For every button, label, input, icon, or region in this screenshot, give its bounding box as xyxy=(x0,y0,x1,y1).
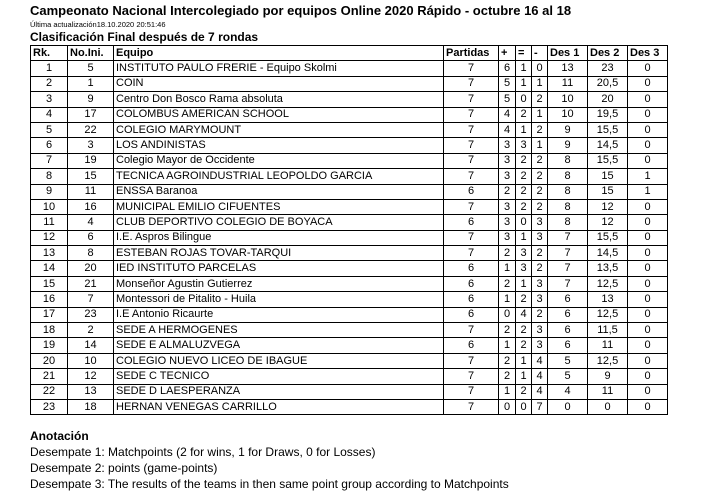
games-cell: 6 xyxy=(444,338,499,353)
tiebreak2-cell: 11 xyxy=(588,384,628,399)
start-number-cell: 9 xyxy=(68,92,114,107)
team-name-cell: SEDE C TECNICO xyxy=(114,369,444,384)
games-cell: 7 xyxy=(444,122,499,137)
table-row xyxy=(31,399,668,414)
draws-cell: 1 xyxy=(516,61,532,76)
draws-cell: 2 xyxy=(516,199,532,214)
games-cell: 7 xyxy=(444,353,499,368)
tiebreak3-cell: 0 xyxy=(628,230,668,245)
tiebreak1-cell: 8 xyxy=(548,169,588,184)
games-cell: 7 xyxy=(444,169,499,184)
wins-cell: 3 xyxy=(499,199,516,214)
table-row xyxy=(31,107,668,122)
col-tiebreak2-header: Des 2 xyxy=(588,46,628,61)
tiebreak1-cell: 11 xyxy=(548,76,588,91)
losses-cell: 2 xyxy=(532,307,548,322)
draws-cell: 1 xyxy=(516,353,532,368)
rank-cell: 11 xyxy=(31,215,68,230)
table-row xyxy=(31,92,668,107)
tiebreak1-cell: 7 xyxy=(548,261,588,276)
rank-cell: 14 xyxy=(31,261,68,276)
table-row xyxy=(31,138,668,153)
draws-cell: 1 xyxy=(516,76,532,91)
start-number-cell: 10 xyxy=(68,353,114,368)
start-number-cell: 22 xyxy=(68,122,114,137)
tiebreak2-cell: 12,5 xyxy=(588,276,628,291)
table-row xyxy=(31,122,668,137)
games-cell: 6 xyxy=(444,292,499,307)
table-row xyxy=(31,353,668,368)
table-row xyxy=(31,307,668,322)
wins-cell: 1 xyxy=(499,338,516,353)
start-number-cell: 3 xyxy=(68,138,114,153)
tiebreak3-cell: 0 xyxy=(628,199,668,214)
team-name-cell: SEDE E ALMALUZVEGA xyxy=(114,338,444,353)
start-number-cell: 18 xyxy=(68,399,114,414)
tiebreak2-cell: 11 xyxy=(588,338,628,353)
tiebreak1-cell: 7 xyxy=(548,276,588,291)
start-number-cell: 14 xyxy=(68,338,114,353)
rank-cell: 15 xyxy=(31,276,68,291)
wins-cell: 2 xyxy=(499,276,516,291)
tiebreak1-cell: 10 xyxy=(548,107,588,122)
start-number-cell: 15 xyxy=(68,169,114,184)
team-name-cell: ESTEBAN ROJAS TOVAR-TARQUI xyxy=(114,246,444,261)
draws-cell: 2 xyxy=(516,384,532,399)
tiebreak3-cell: 0 xyxy=(628,138,668,153)
losses-cell: 2 xyxy=(532,184,548,199)
tiebreak2-cell: 12 xyxy=(588,215,628,230)
start-number-cell: 7 xyxy=(68,292,114,307)
start-number-cell: 20 xyxy=(68,261,114,276)
table-row xyxy=(31,169,668,184)
rank-cell: 12 xyxy=(31,230,68,245)
start-number-cell: 23 xyxy=(68,307,114,322)
start-number-cell: 1 xyxy=(68,76,114,91)
team-name-cell: LOS ANDINISTAS xyxy=(114,138,444,153)
losses-cell: 2 xyxy=(532,92,548,107)
tiebreak1-cell: 8 xyxy=(548,153,588,168)
tiebreak-note-3: Desempate 3: The results of the teams in then same point group according to Matchpoints xyxy=(30,477,509,491)
tiebreak3-cell: 0 xyxy=(628,399,668,414)
col-games-header: Partidas xyxy=(444,46,499,61)
losses-cell: 1 xyxy=(532,107,548,122)
team-name-cell: Centro Don Bosco Rama absoluta xyxy=(114,92,444,107)
losses-cell: 3 xyxy=(532,323,548,338)
team-name-cell: IED INSTITUTO PARCELAS xyxy=(114,261,444,276)
games-cell: 6 xyxy=(444,215,499,230)
losses-cell: 0 xyxy=(532,61,548,76)
games-cell: 7 xyxy=(444,246,499,261)
wins-cell: 6 xyxy=(499,61,516,76)
rank-cell: 7 xyxy=(31,153,68,168)
team-name-cell: COLEGIO MARYMOUNT xyxy=(114,122,444,137)
tiebreak2-cell: 15,5 xyxy=(588,122,628,137)
rank-cell: 17 xyxy=(31,307,68,322)
tiebreak3-cell: 0 xyxy=(628,276,668,291)
games-cell: 7 xyxy=(444,323,499,338)
tiebreak3-cell: 0 xyxy=(628,384,668,399)
tiebreak1-cell: 13 xyxy=(548,61,588,76)
games-cell: 7 xyxy=(444,230,499,245)
games-cell: 7 xyxy=(444,61,499,76)
draws-cell: 2 xyxy=(516,292,532,307)
col-losses-header: - xyxy=(532,46,548,61)
tiebreak3-cell: 0 xyxy=(628,338,668,353)
tiebreak3-cell: 0 xyxy=(628,261,668,276)
tiebreak2-cell: 20 xyxy=(588,92,628,107)
standings-subtitle: Clasificación Final después de 7 rondas xyxy=(30,30,259,44)
tiebreak2-cell: 15,5 xyxy=(588,153,628,168)
games-cell: 6 xyxy=(444,184,499,199)
games-cell: 7 xyxy=(444,153,499,168)
standings-table xyxy=(30,45,668,415)
tiebreak3-cell: 0 xyxy=(628,369,668,384)
table-row xyxy=(31,323,668,338)
games-cell: 7 xyxy=(444,92,499,107)
table-row xyxy=(31,369,668,384)
draws-cell: 1 xyxy=(516,122,532,137)
tiebreak1-cell: 6 xyxy=(548,338,588,353)
games-cell: 7 xyxy=(444,138,499,153)
tiebreak3-cell: 0 xyxy=(628,92,668,107)
tiebreak1-cell: 9 xyxy=(548,138,588,153)
wins-cell: 0 xyxy=(499,399,516,414)
tiebreak2-cell: 15,5 xyxy=(588,230,628,245)
draws-cell: 4 xyxy=(516,307,532,322)
draws-cell: 2 xyxy=(516,153,532,168)
team-name-cell: Monseñor Agustin Gutierrez xyxy=(114,276,444,291)
start-number-cell: 6 xyxy=(68,230,114,245)
wins-cell: 3 xyxy=(499,138,516,153)
start-number-cell: 19 xyxy=(68,153,114,168)
notes-heading: Anotación xyxy=(30,429,89,443)
games-cell: 6 xyxy=(444,261,499,276)
team-name-cell: CLUB DEPORTIVO COLEGIO DE BOYACA xyxy=(114,215,444,230)
tiebreak2-cell: 11,5 xyxy=(588,323,628,338)
tiebreak3-cell: 0 xyxy=(628,323,668,338)
wins-cell: 1 xyxy=(499,384,516,399)
rank-cell: 1 xyxy=(31,61,68,76)
rank-cell: 20 xyxy=(31,353,68,368)
col-start-number-header: No.Ini. xyxy=(68,46,114,61)
team-name-cell: COLOMBUS AMERICAN SCHOOL xyxy=(114,107,444,122)
tiebreak3-cell: 0 xyxy=(628,292,668,307)
start-number-cell: 5 xyxy=(68,61,114,76)
losses-cell: 3 xyxy=(532,338,548,353)
wins-cell: 2 xyxy=(499,353,516,368)
table-row xyxy=(31,261,668,276)
losses-cell: 3 xyxy=(532,215,548,230)
team-name-cell: Colegio Mayor de Occidente xyxy=(114,153,444,168)
team-name-cell: HERNAN VENEGAS CARRILLO xyxy=(114,399,444,414)
wins-cell: 5 xyxy=(499,92,516,107)
games-cell: 7 xyxy=(444,107,499,122)
tiebreak1-cell: 7 xyxy=(548,230,588,245)
tiebreak1-cell: 8 xyxy=(548,199,588,214)
tiebreak1-cell: 6 xyxy=(548,307,588,322)
tiebreak3-cell: 1 xyxy=(628,184,668,199)
losses-cell: 2 xyxy=(532,169,548,184)
team-name-cell: TECNICA AGROINDUSTRIAL LEOPOLDO GARCIA xyxy=(114,169,444,184)
table-row xyxy=(31,215,668,230)
wins-cell: 2 xyxy=(499,323,516,338)
table-row xyxy=(31,61,668,76)
rank-cell: 19 xyxy=(31,338,68,353)
tiebreak3-cell: 0 xyxy=(628,215,668,230)
losses-cell: 3 xyxy=(532,276,548,291)
team-name-cell: I.E Antonio Ricaurte xyxy=(114,307,444,322)
tiebreak2-cell: 12,5 xyxy=(588,353,628,368)
wins-cell: 3 xyxy=(499,169,516,184)
wins-cell: 1 xyxy=(499,292,516,307)
games-cell: 7 xyxy=(444,399,499,414)
tiebreak2-cell: 12 xyxy=(588,199,628,214)
tiebreak1-cell: 6 xyxy=(548,323,588,338)
tiebreak3-cell: 1 xyxy=(628,169,668,184)
start-number-cell: 4 xyxy=(68,215,114,230)
draws-cell: 2 xyxy=(516,169,532,184)
tiebreak1-cell: 4 xyxy=(548,384,588,399)
team-name-cell: I.E. Aspros Bilingue xyxy=(114,230,444,245)
rank-cell: 16 xyxy=(31,292,68,307)
draws-cell: 0 xyxy=(516,399,532,414)
draws-cell: 2 xyxy=(516,338,532,353)
tiebreak2-cell: 9 xyxy=(588,369,628,384)
table-row xyxy=(31,76,668,91)
standings-body xyxy=(31,61,668,415)
games-cell: 7 xyxy=(444,369,499,384)
team-name-cell: SEDE D LAESPERANZA xyxy=(114,384,444,399)
draws-cell: 0 xyxy=(516,215,532,230)
draws-cell: 2 xyxy=(516,107,532,122)
start-number-cell: 2 xyxy=(68,323,114,338)
tiebreak1-cell: 10 xyxy=(548,92,588,107)
tiebreak3-cell: 0 xyxy=(628,307,668,322)
wins-cell: 2 xyxy=(499,246,516,261)
start-number-cell: 11 xyxy=(68,184,114,199)
tiebreak2-cell: 19,5 xyxy=(588,107,628,122)
wins-cell: 0 xyxy=(499,307,516,322)
tiebreak2-cell: 14,5 xyxy=(588,138,628,153)
start-number-cell: 16 xyxy=(68,199,114,214)
rank-cell: 21 xyxy=(31,369,68,384)
table-row xyxy=(31,246,668,261)
losses-cell: 1 xyxy=(532,76,548,91)
losses-cell: 2 xyxy=(532,122,548,137)
team-name-cell: SEDE A HERMOGENES xyxy=(114,323,444,338)
tiebreak1-cell: 6 xyxy=(548,292,588,307)
losses-cell: 2 xyxy=(532,199,548,214)
team-name-cell: COIN xyxy=(114,76,444,91)
team-name-cell: Montessori de Pitalito - Huila xyxy=(114,292,444,307)
draws-cell: 2 xyxy=(516,184,532,199)
tiebreak1-cell: 8 xyxy=(548,184,588,199)
tiebreak2-cell: 13 xyxy=(588,292,628,307)
rank-cell: 4 xyxy=(31,107,68,122)
draws-cell: 3 xyxy=(516,246,532,261)
losses-cell: 3 xyxy=(532,230,548,245)
rank-cell: 2 xyxy=(31,76,68,91)
team-name-cell: INSTITUTO PAULO FRERIE - Equipo Skolmi xyxy=(114,61,444,76)
tiebreak2-cell: 15 xyxy=(588,184,628,199)
wins-cell: 3 xyxy=(499,153,516,168)
draws-cell: 1 xyxy=(516,276,532,291)
tiebreak2-cell: 14,5 xyxy=(588,246,628,261)
tiebreak3-cell: 0 xyxy=(628,76,668,91)
col-team-header: Equipo xyxy=(114,46,444,61)
rank-cell: 3 xyxy=(31,92,68,107)
tiebreak2-cell: 0 xyxy=(588,399,628,414)
table-row xyxy=(31,153,668,168)
team-name-cell: COLEGIO NUEVO LICEO DE IBAGUE xyxy=(114,353,444,368)
team-name-cell: ENSSA Baranoa xyxy=(114,184,444,199)
draws-cell: 1 xyxy=(516,230,532,245)
tiebreak3-cell: 0 xyxy=(628,61,668,76)
col-draws-header: = xyxy=(516,46,532,61)
start-number-cell: 17 xyxy=(68,107,114,122)
wins-cell: 4 xyxy=(499,107,516,122)
draws-cell: 0 xyxy=(516,92,532,107)
start-number-cell: 13 xyxy=(68,384,114,399)
rank-cell: 13 xyxy=(31,246,68,261)
rank-cell: 5 xyxy=(31,122,68,137)
losses-cell: 3 xyxy=(532,292,548,307)
start-number-cell: 12 xyxy=(68,369,114,384)
tiebreak2-cell: 13,5 xyxy=(588,261,628,276)
draws-cell: 3 xyxy=(516,138,532,153)
games-cell: 6 xyxy=(444,276,499,291)
losses-cell: 2 xyxy=(532,246,548,261)
tiebreak1-cell: 0 xyxy=(548,399,588,414)
tiebreak1-cell: 7 xyxy=(548,246,588,261)
table-row xyxy=(31,384,668,399)
wins-cell: 2 xyxy=(499,369,516,384)
tiebreak1-cell: 9 xyxy=(548,122,588,137)
start-number-cell: 8 xyxy=(68,246,114,261)
losses-cell: 1 xyxy=(532,138,548,153)
wins-cell: 5 xyxy=(499,76,516,91)
tiebreak2-cell: 23 xyxy=(588,61,628,76)
losses-cell: 4 xyxy=(532,353,548,368)
tiebreak2-cell: 15 xyxy=(588,169,628,184)
col-wins-header: + xyxy=(499,46,516,61)
tiebreak1-cell: 5 xyxy=(548,369,588,384)
games-cell: 7 xyxy=(444,384,499,399)
rank-cell: 9 xyxy=(31,184,68,199)
rank-cell: 6 xyxy=(31,138,68,153)
losses-cell: 7 xyxy=(532,399,548,414)
table-row xyxy=(31,230,668,245)
games-cell: 6 xyxy=(444,307,499,322)
last-updated: Última actualización18.10.2020 20:51:46 xyxy=(30,20,166,29)
losses-cell: 4 xyxy=(532,384,548,399)
header-row xyxy=(31,46,668,61)
tiebreak-note-1: Desempate 1: Matchpoints (2 for wins, 1 for Draws, 0 for Losses) xyxy=(30,445,376,459)
losses-cell: 2 xyxy=(532,153,548,168)
col-tiebreak3-header: Des 3 xyxy=(628,46,668,61)
page-title: Campeonato Nacional Intercolegiado por equipos Online 2020 Rápido - octubre 16 al 18 xyxy=(30,3,572,18)
wins-cell: 3 xyxy=(499,215,516,230)
tiebreak1-cell: 5 xyxy=(548,353,588,368)
wins-cell: 3 xyxy=(499,230,516,245)
tiebreak2-cell: 20,5 xyxy=(588,76,628,91)
tiebreak-note-2: Desempate 2: points (game-points) xyxy=(30,461,218,475)
tiebreak3-cell: 0 xyxy=(628,153,668,168)
games-cell: 7 xyxy=(444,199,499,214)
rank-cell: 23 xyxy=(31,399,68,414)
table-row xyxy=(31,276,668,291)
notes-section xyxy=(30,428,509,492)
rank-cell: 10 xyxy=(31,199,68,214)
tiebreak3-cell: 0 xyxy=(628,122,668,137)
losses-cell: 2 xyxy=(532,261,548,276)
tiebreak3-cell: 0 xyxy=(628,353,668,368)
draws-cell: 2 xyxy=(516,323,532,338)
tiebreak1-cell: 8 xyxy=(548,215,588,230)
games-cell: 7 xyxy=(444,76,499,91)
draws-cell: 1 xyxy=(516,369,532,384)
tiebreak3-cell: 0 xyxy=(628,107,668,122)
wins-cell: 2 xyxy=(499,184,516,199)
wins-cell: 1 xyxy=(499,261,516,276)
table-row xyxy=(31,199,668,214)
table-row xyxy=(31,184,668,199)
wins-cell: 4 xyxy=(499,122,516,137)
table-row xyxy=(31,338,668,353)
draws-cell: 3 xyxy=(516,261,532,276)
col-rank-header: Rk. xyxy=(31,46,68,61)
rank-cell: 22 xyxy=(31,384,68,399)
tiebreak2-cell: 12,5 xyxy=(588,307,628,322)
team-name-cell: MUNICIPAL EMILIO CIFUENTES xyxy=(114,199,444,214)
start-number-cell: 21 xyxy=(68,276,114,291)
losses-cell: 4 xyxy=(532,369,548,384)
tiebreak3-cell: 0 xyxy=(628,246,668,261)
rank-cell: 18 xyxy=(31,323,68,338)
col-tiebreak1-header: Des 1 xyxy=(548,46,588,61)
table-row xyxy=(31,292,668,307)
rank-cell: 8 xyxy=(31,169,68,184)
